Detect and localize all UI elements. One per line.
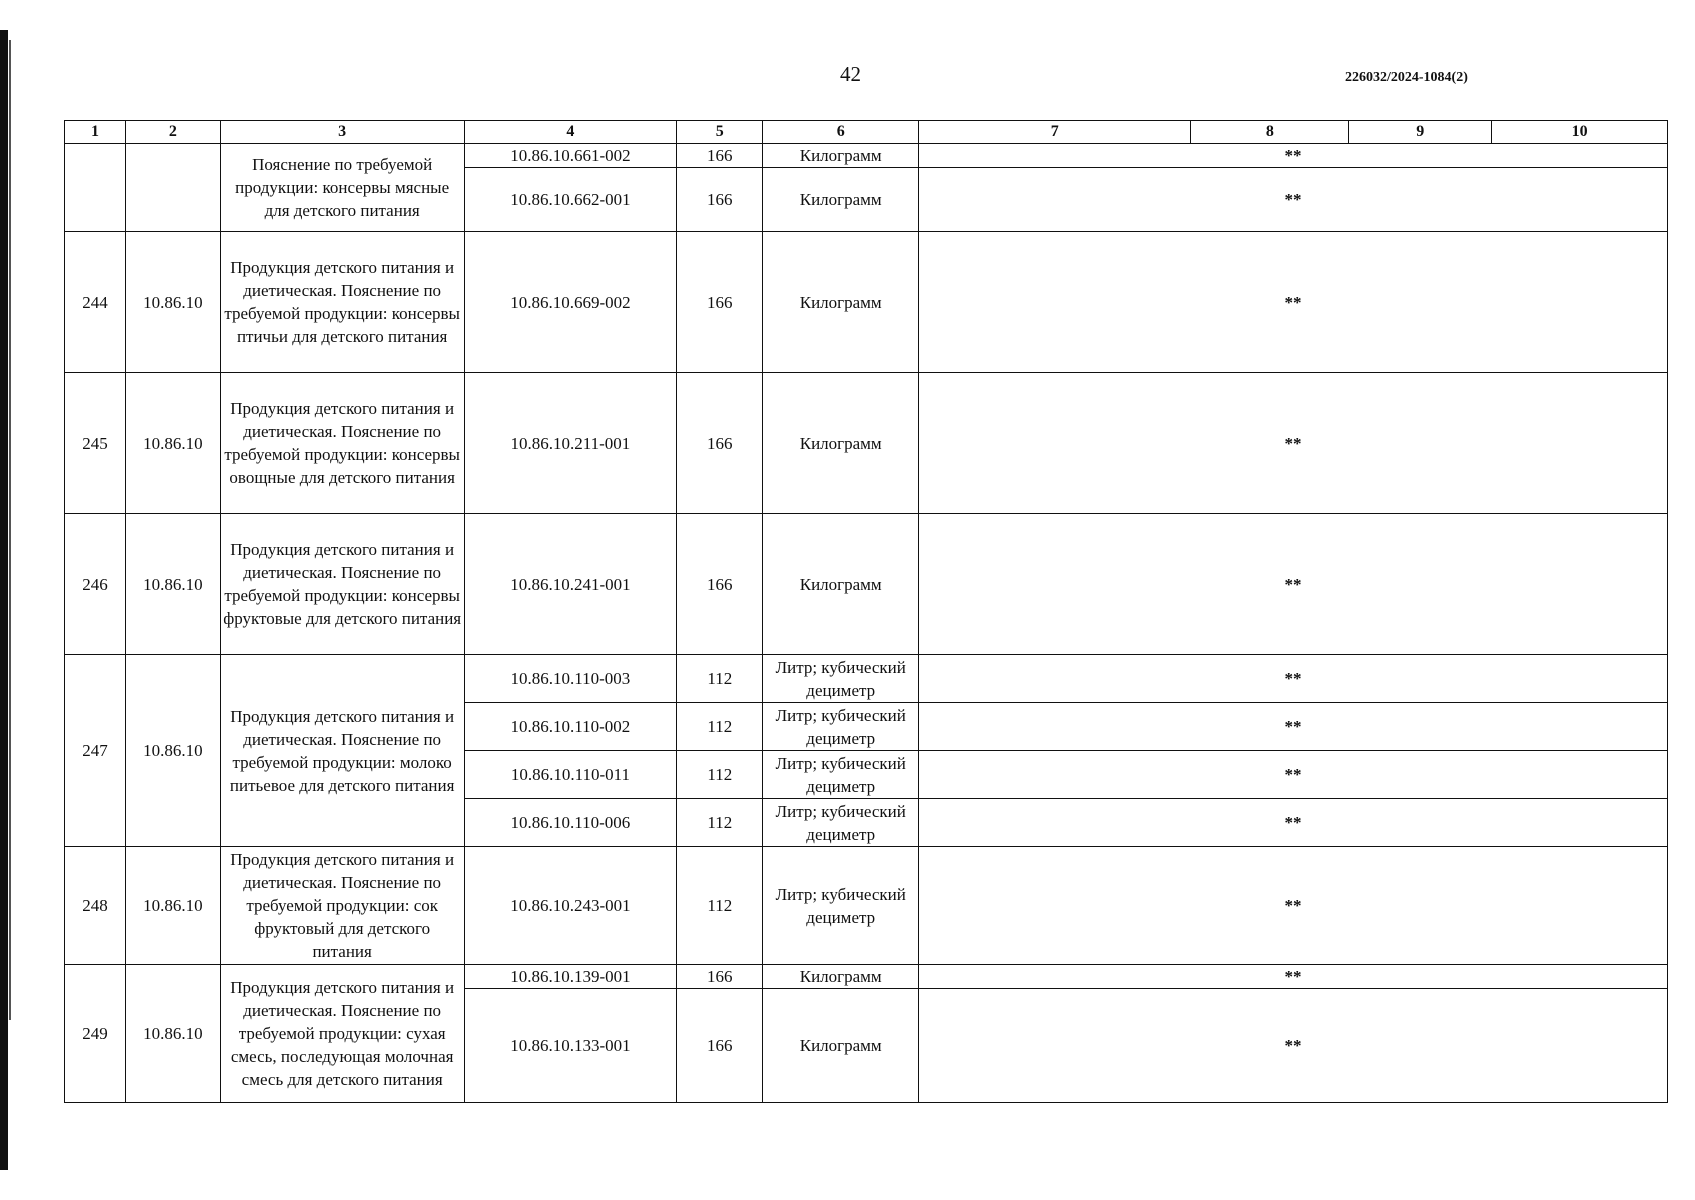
header-col-8: 8 — [1191, 121, 1349, 144]
row-okpd-group: 10.86.10 — [126, 232, 221, 373]
item-unit: Килограмм — [763, 232, 919, 373]
row-okpd-group: 10.86.10 — [126, 965, 221, 1103]
row-number: 249 — [65, 965, 126, 1103]
item-okpd-code: 10.86.10.211-001 — [464, 373, 676, 514]
header-row — [65, 121, 1668, 144]
row-description: Пояснение по требуемой продукции: консервы мясные для детского питания — [220, 144, 464, 232]
item-unit: Килограмм — [763, 168, 919, 232]
item-okei-code: 166 — [677, 168, 763, 232]
item-mark: ** — [919, 655, 1668, 703]
item-okei-code: 166 — [677, 989, 763, 1103]
row-description: Продукция детского питания и диетическая. Пояснение по требуемой продукции: консервы фруктовые для детского питания — [220, 514, 464, 655]
item-mark: ** — [919, 751, 1668, 799]
row-okpd-group: 10.86.10 — [126, 514, 221, 655]
item-okei-code: 112 — [677, 847, 763, 965]
item-unit: Литр; кубический дециметр — [763, 847, 919, 965]
item-mark: ** — [919, 232, 1668, 373]
table-row — [65, 373, 1668, 514]
item-mark: ** — [919, 847, 1668, 965]
row-description: Продукция детского питания и диетическая. Пояснение по требуемой продукции: консервы птичьи для детского питания — [220, 232, 464, 373]
row-okpd-group: 10.86.10 — [126, 373, 221, 514]
row-okpd-group: 10.86.10 — [126, 847, 221, 965]
item-mark: ** — [919, 514, 1668, 655]
item-unit: Килограмм — [763, 965, 919, 989]
item-okpd-code: 10.86.10.110-011 — [464, 751, 676, 799]
item-okpd-code: 10.86.10.133-001 — [464, 989, 676, 1103]
table-row — [65, 965, 1668, 989]
item-mark: ** — [919, 965, 1668, 989]
item-mark: ** — [919, 168, 1668, 232]
item-unit: Литр; кубический дециметр — [763, 703, 919, 751]
scan-edge-mark — [0, 30, 8, 1170]
item-okpd-code: 10.86.10.110-003 — [464, 655, 676, 703]
item-okei-code: 166 — [677, 232, 763, 373]
header-col-7: 7 — [919, 121, 1191, 144]
item-unit: Килограмм — [763, 514, 919, 655]
row-number: 245 — [65, 373, 126, 514]
item-okei-code: 166 — [677, 373, 763, 514]
row-okpd-group — [126, 144, 221, 232]
item-unit: Литр; кубический дециметр — [763, 655, 919, 703]
item-okpd-code: 10.86.10.241-001 — [464, 514, 676, 655]
document-id: 226032/2024-1084(2) — [1345, 70, 1468, 85]
item-unit: Килограмм — [763, 373, 919, 514]
procurement-table — [64, 120, 1668, 1103]
item-unit: Литр; кубический дециметр — [763, 751, 919, 799]
table-row — [65, 514, 1668, 655]
item-okei-code: 166 — [677, 144, 763, 168]
row-okpd-group: 10.86.10 — [126, 655, 221, 847]
item-okei-code: 112 — [677, 799, 763, 847]
header-col-5: 5 — [677, 121, 763, 144]
item-okpd-code: 10.86.10.139-001 — [464, 965, 676, 989]
header-col-4: 4 — [464, 121, 676, 144]
header-col-6: 6 — [763, 121, 919, 144]
row-description: Продукция детского питания и диетическая. Пояснение по требуемой продукции: консервы овощные для детского питания — [220, 373, 464, 514]
header-col-10: 10 — [1492, 121, 1668, 144]
row-number: 246 — [65, 514, 126, 655]
item-okpd-code: 10.86.10.243-001 — [464, 847, 676, 965]
item-okpd-code: 10.86.10.662-001 — [464, 168, 676, 232]
row-description: Продукция детского питания и диетическая. Пояснение по требуемой продукции: сок фруктовый для детского питания — [220, 847, 464, 965]
item-mark: ** — [919, 144, 1668, 168]
row-number: 248 — [65, 847, 126, 965]
scan-edge-line — [9, 40, 11, 1020]
item-okei-code: 112 — [677, 655, 763, 703]
row-number: 247 — [65, 655, 126, 847]
row-description: Продукция детского питания и диетическая. Пояснение по требуемой продукции: сухая смесь, последующая молочная смесь для детского питания — [220, 965, 464, 1103]
header-col-1: 1 — [65, 121, 126, 144]
row-description: Продукция детского питания и диетическая. Пояснение по требуемой продукции: молоко питьевое для детского питания — [220, 655, 464, 847]
item-okei-code: 166 — [677, 514, 763, 655]
table-row — [65, 144, 1668, 168]
row-number — [65, 144, 126, 232]
table-row — [65, 232, 1668, 373]
header-col-3: 3 — [220, 121, 464, 144]
item-okei-code: 112 — [677, 703, 763, 751]
header-col-2: 2 — [126, 121, 221, 144]
page-number: 42 — [840, 62, 861, 86]
item-okei-code: 112 — [677, 751, 763, 799]
table-row — [65, 847, 1668, 965]
table-row — [65, 655, 1668, 703]
item-mark: ** — [919, 373, 1668, 514]
item-mark: ** — [919, 703, 1668, 751]
item-okpd-code: 10.86.10.669-002 — [464, 232, 676, 373]
item-unit: Килограмм — [763, 144, 919, 168]
item-okei-code: 166 — [677, 965, 763, 989]
item-mark: ** — [919, 989, 1668, 1103]
header-col-9: 9 — [1349, 121, 1492, 144]
item-okpd-code: 10.86.10.661-002 — [464, 144, 676, 168]
item-okpd-code: 10.86.10.110-006 — [464, 799, 676, 847]
item-unit: Литр; кубический дециметр — [763, 799, 919, 847]
item-okpd-code: 10.86.10.110-002 — [464, 703, 676, 751]
item-unit: Килограмм — [763, 989, 919, 1103]
item-mark: ** — [919, 799, 1668, 847]
row-number: 244 — [65, 232, 126, 373]
